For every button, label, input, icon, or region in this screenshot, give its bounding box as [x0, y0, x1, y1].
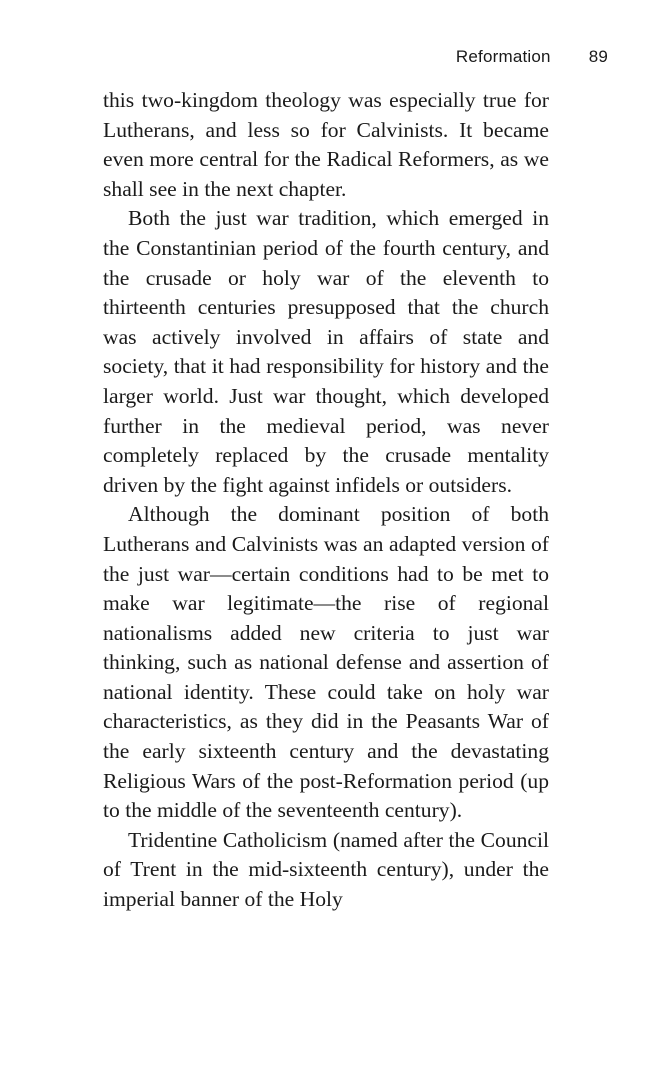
body-text: [103, 86, 549, 915]
paragraph-just-war-tradition: Both the just war tradition, which emerged in the Constantinian period of the fourth century, and the crusade or holy war of the eleventh to thirteenth centuries presupposed that the church was actively involved in affairs of state and society, that it had responsibility for history and the larger world. Just war thought, which developed further in the medieval period, was never completely replaced by the crusade mentality driven by the fight against infidels or outsiders.: [103, 206, 549, 497]
paragraph-continued: this two-kingdom theology was especially true for Lutherans, and less so for Calvinists. It became even more central for the Radical Reformers, as we shall see in the next chapter.: [103, 88, 549, 201]
paragraph-lutherans-calvinists: Although the dominant position of both Lutherans and Calvinists was an adapted version of the just war—certain conditions had to be met to make war legitimate—the rise of regional nationalisms added new criteria to just war thinking, such as national defense and assertion of national identity. These could take on holy war characteristics, as they did in the Peasants War of the early sixteenth century and the devastating Religious Wars of the post-Reformation period (up to the middle of the seventeenth century).: [103, 502, 549, 823]
running-head-title: Reformation: [455, 47, 551, 66]
page-number: 89: [588, 47, 608, 66]
paragraph-tridentine-catholicism: Tridentine Catholicism (named after the Council of Trent in the mid-sixteenth century), under the imperial banner of the Holy: [103, 827, 549, 912]
running-head: [456, 47, 608, 67]
